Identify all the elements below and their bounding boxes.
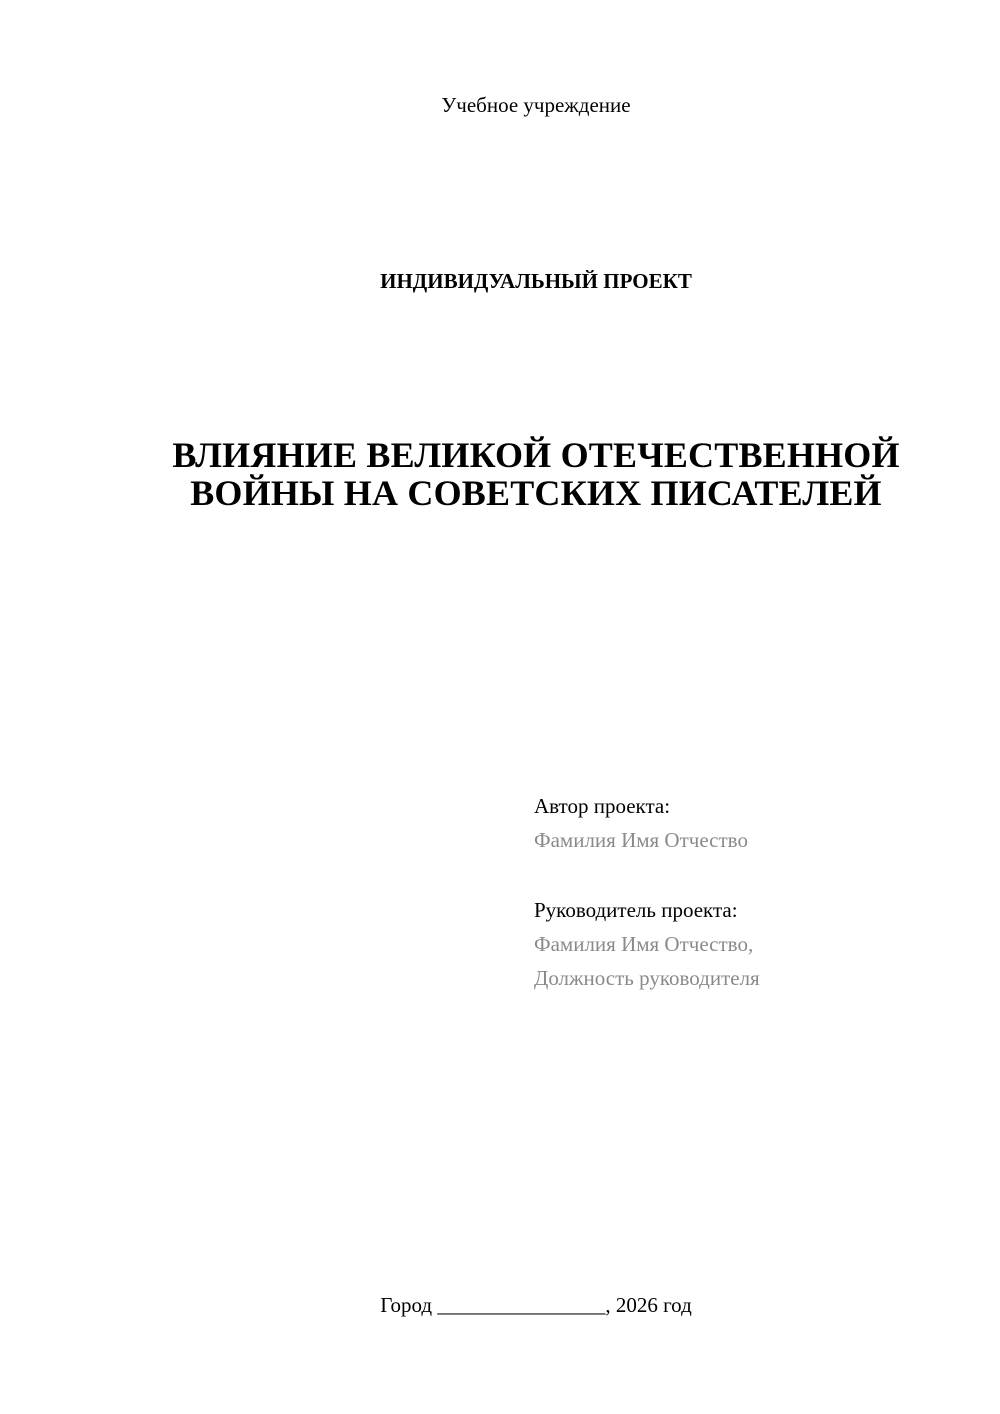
project-title [100, 436, 972, 512]
supervisor-name: Фамилия Имя Отчество, [534, 932, 754, 956]
supervisor-label: Руководитель проекта: [534, 898, 738, 922]
project-people-block [534, 789, 974, 995]
project-title-line-2: ВОЙНЫ НА СОВЕТСКИХ ПИСАТЕЛЕЙ [190, 473, 882, 513]
project-title-line-1: ВЛИЯНИЕ ВЕЛИКОЙ ОТЕЧЕСТВЕННОЙ [172, 435, 900, 475]
city-year-line: Город ________________, 2026 год [380, 1293, 692, 1317]
document-type: ИНДИВИДУАЛЬНЫЙ ПРОЕКТ [380, 269, 692, 293]
supervisor-position: Должность руководителя [534, 966, 760, 990]
author-label: Автор проекта: [534, 794, 671, 818]
institution-name: Учебное учреждение [441, 93, 631, 117]
spacer [534, 857, 974, 893]
author-name: Фамилия Имя Отчество [534, 828, 748, 852]
